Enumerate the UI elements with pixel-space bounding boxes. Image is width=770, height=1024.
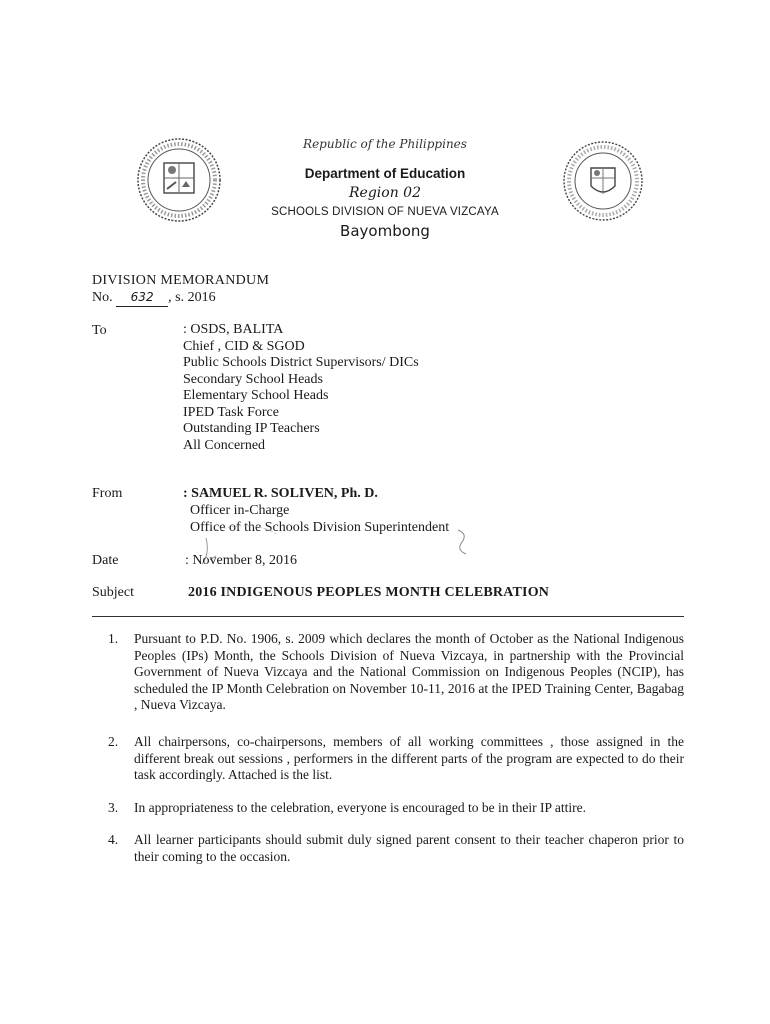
signature-mark-icon: [196, 520, 496, 580]
department-heading: Department of Education: [304, 166, 466, 181]
recipient-item: Chief , CID & SGOD: [183, 338, 305, 354]
from-label: From: [92, 486, 123, 501]
memo-title: DIVISION MEMORANDUM: [92, 273, 270, 288]
town-heading: Bayombong: [340, 222, 430, 240]
memo-number-label: No.: [92, 290, 113, 305]
body-paragraph: [108, 800, 684, 817]
from-name: : SAMUEL R. SOLIVEN, Ph. D.: [183, 486, 378, 501]
right-seal-icon: [562, 140, 644, 222]
body-paragraph: [108, 734, 684, 784]
paragraph-text: All chairpersons, co-chairpersons, members of all working committees , those assigned in the different break out sessions , performers in the different parts of the program are expected to do their task accordingly. Attached is the list.: [134, 734, 684, 782]
paragraph-text: In appropriateness to the celebration, everyone is encouraged to be in their IP attire.: [134, 800, 586, 815]
recipient-item: : OSDS, BALITA: [183, 322, 284, 337]
body-paragraph: [108, 631, 684, 714]
from-office: Office of the Schools Division Superintendent: [190, 520, 450, 535]
paragraph-number: 1.: [108, 631, 119, 646]
subject-divider: [92, 616, 684, 617]
paragraph-number: 3.: [108, 800, 119, 815]
date-value: : November 8, 2016: [185, 553, 297, 568]
paragraph-number: 2.: [108, 734, 119, 749]
paragraph-text: All learner participants should submit duly signed parent consent to their teacher chaperon prior to their coming to the occasion.: [134, 832, 684, 864]
division-heading: SCHOOLS DIVISION OF NUEVA VIZCAYA: [271, 206, 499, 218]
recipient-item: IPED Task Force: [183, 404, 279, 420]
date-label: Date: [92, 553, 119, 568]
recipient-list: [183, 322, 419, 454]
memo-number-value: 632: [116, 289, 168, 307]
recipient-item: Elementary School Heads: [183, 388, 329, 403]
paragraph-number: 4.: [108, 832, 119, 847]
region-heading: Region 02: [349, 185, 421, 201]
recipient-item: Public Schools District Supervisors/ DICs: [183, 355, 419, 370]
to-label: To: [92, 323, 107, 338]
subject-label: Subject: [92, 585, 134, 600]
recipient-item: Outstanding IP Teachers: [183, 421, 320, 436]
recipient-item: All Concerned: [183, 437, 266, 453]
recipient-item: Secondary School Heads: [183, 371, 323, 387]
left-seal-icon: [136, 137, 222, 223]
from-position: Officer in-Charge: [190, 503, 290, 518]
body-paragraph: [108, 832, 684, 865]
memo-number: [92, 289, 216, 307]
subject-value: 2016 INDIGENOUS PEOPLES MONTH CELEBRATION: [188, 585, 550, 600]
republic-heading: Republic of the Philippines: [303, 137, 467, 151]
paragraph-text: Pursuant to P.D. No. 1906, s. 2009 which declares the month of October as the National Indigenous Peoples (IPs) Month, the Schools Division of Nueva Vizcaya, in partnership with the Provincial Government of Nueva Vizcaya and the National Commission on Indigenous Peoples (NCIP), has scheduled the IP Month Celebration on November 10-11, 2016 at the IPED Training Center, Bagabag , Nueva Vizcaya.: [134, 631, 684, 712]
memo-series: , s. 2016: [168, 290, 216, 305]
